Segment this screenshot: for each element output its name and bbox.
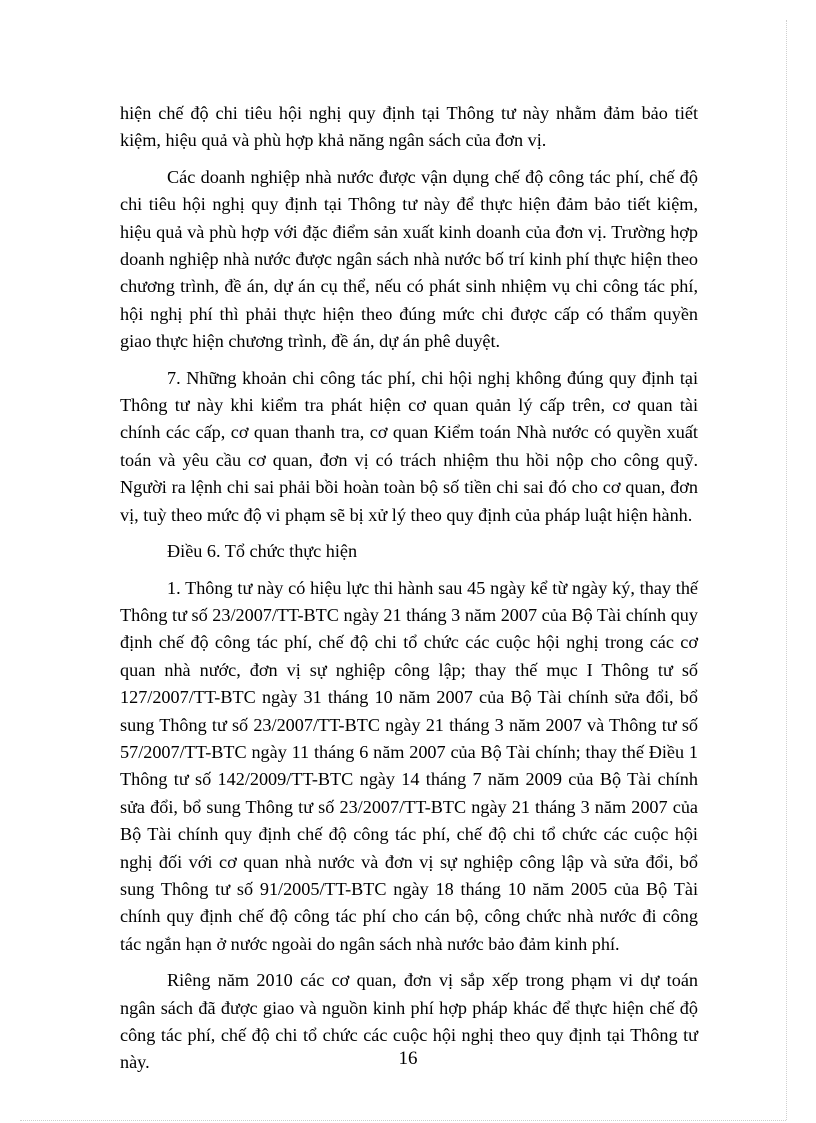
document-body xyxy=(120,100,698,1086)
paragraph-continuation: hiện chế độ chi tiêu hội nghị quy định tại Thông tư này nhằm đảm bảo tiết kiệm, hiệu quả và phù hợp khả năng ngân sách của đơn vị. xyxy=(120,103,698,151)
paragraph-clause-1: 1. Thông tư này có hiệu lực thi hành sau 45 ngày kể từ ngày ký, thay thế Thông tư số 23/2007/TT-BTC ngày 21 tháng 3 năm 2007 của Bộ Tài chính quy định chế độ công tác phí, chế độ chi tổ chức các cuộc hội nghị trong các cơ quan nhà nước, đơn vị sự nghiệp công lập; thay thế mục I Thông tư số 127/2007/TT-BTC ngày 31 tháng 10 năm 2007 của Bộ Tài chính sửa đổi, bổ sung Thông tư số 23/2007/TT-BTC ngày 21 tháng 3 năm 2007 và Thông tư số 57/2007/TT-BTC ngày 11 tháng 6 năm 2007 của Bộ Tài chính; thay thế Điều 1 Thông tư số 142/2009/TT-BTC ngày 14 tháng 7 năm 2009 của Bộ Tài chính sửa đổi, bổ sung Thông tư số 23/2007/TT-BTC ngày 21 tháng 3 năm 2007 của Bộ Tài chính quy định chế độ công tác phí, chế độ chi tổ chức các cuộc hội nghị đối với cơ quan nhà nước và đơn vị sự nghiệp công lập và sửa đổi, bổ sung Thông tư số 91/2005/TT-BTC ngày 18 tháng 10 năm 2005 của Bộ Tài chính quy định chế độ công tác phí cho cán bộ, công chức nhà nước đi công tác ngắn hạn ở nước ngoài do ngân sách nhà nước bảo đảm kinh phí. xyxy=(120,577,698,954)
article-6-heading: Điều 6. Tổ chức thực hiện xyxy=(167,541,358,562)
paragraph-state-enterprises: Các doanh nghiệp nhà nước được vận dụng chế độ công tác phí, chế độ chi tiêu hội nghị quy định tại Thông tư này để thực hiện đảm bảo tiết kiệm, hiệu quả và phù hợp với đặc điểm sản xuất kinh doanh của đơn vị. Trường hợp doanh nghiệp nhà nước được ngân sách nhà nước bố trí kinh phí thực hiện theo chương trình, đề án, dự án cụ thể, nếu có phát sinh nhiệm vụ chi công tác phí, hội nghị phí thì phải thực hiện theo đúng mức chi được cấp có thẩm quyền giao thực hiện chương trình, đề án, dự án phê duyệt. xyxy=(120,166,698,352)
paragraph-year-2010: Riêng năm 2010 các cơ quan, đơn vị sắp xếp trong phạm vi dự toán ngân sách đã được giao và nguồn kinh phí hợp pháp khác để thực hiện chế độ công tác phí, chế độ chi tổ chức các cuộc hội nghị theo quy định tại Thông tư này. xyxy=(120,970,698,1073)
page-edge-bottom xyxy=(20,1120,786,1121)
page-number: 16 xyxy=(398,1048,418,1069)
page-edge-right xyxy=(786,20,787,1120)
paragraph-clause-7: 7. Những khoản chi công tác phí, chi hội nghị không đúng quy định tại Thông tư này khi kiểm tra phát hiện cơ quan quản lý cấp trên, cơ quan tài chính các cấp, cơ quan thanh tra, cơ quan Kiểm toán Nhà nước có quyền xuất toán và yêu cầu cơ quan, đơn vị có trách nhiệm thu hồi nộp cho công quỹ. Người ra lệnh chi sai phải bồi hoàn toàn bộ số tiền chi sai đó cho cơ quan, đơn vị, tuỳ theo mức độ vi phạm sẽ bị xử lý theo quy định của pháp luật hiện hành. xyxy=(120,367,698,525)
